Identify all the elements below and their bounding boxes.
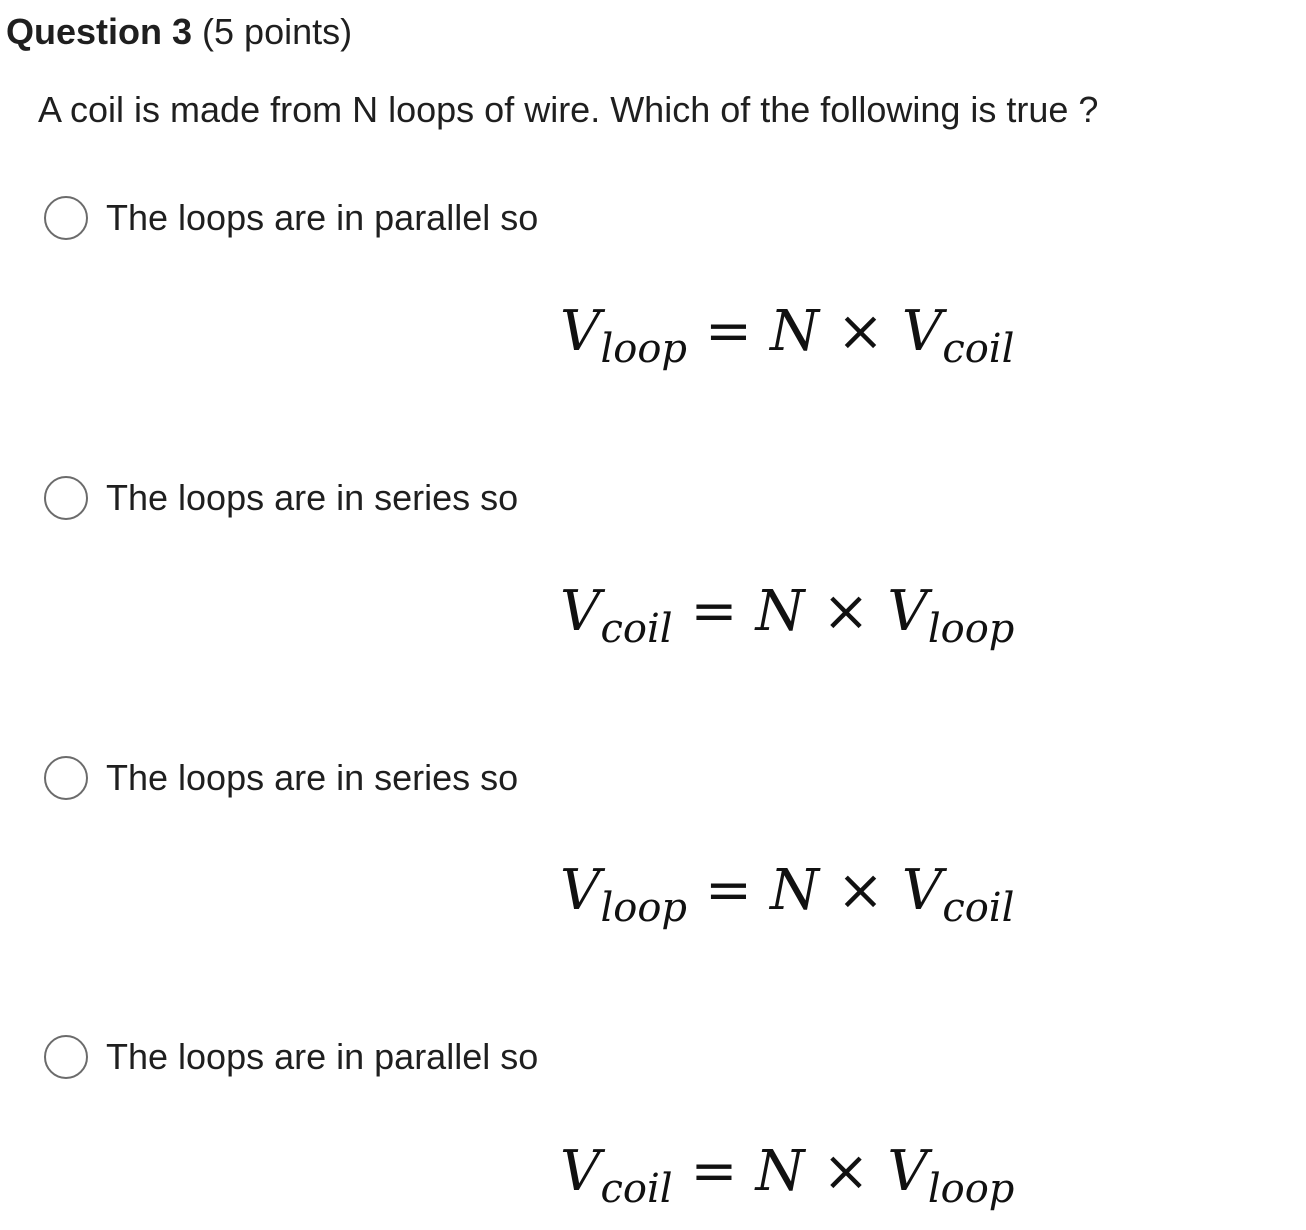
equation-lhs-subscript: coil <box>600 1166 673 1212</box>
radio-button[interactable] <box>44 1035 88 1079</box>
equation-rhs-subscript: loop <box>927 1166 1015 1212</box>
equation-n: N <box>769 858 819 923</box>
equation-lhs-subscript: loop <box>600 885 688 931</box>
equation-rhs-variable: V <box>901 299 943 364</box>
equation-n: N <box>769 299 819 364</box>
answer-option-equation <box>560 290 1040 370</box>
equation-times: × <box>822 1139 870 1204</box>
equation-rhs-variable: V <box>901 858 943 923</box>
equation-n: N <box>755 579 805 644</box>
question-prompt: A coil is made from N loops of wire. Which of the following is true ? <box>38 89 1099 130</box>
equation-n: N <box>755 1139 805 1204</box>
answer-option-label: The loops are in series so <box>106 757 519 798</box>
answer-option-4[interactable] <box>44 1033 538 1081</box>
radio-button[interactable] <box>44 756 88 800</box>
equation-rhs-subscript: loop <box>927 606 1015 652</box>
answer-option-equation <box>560 1130 1040 1210</box>
answer-option-equation <box>560 858 1040 931</box>
answer-option-equation <box>560 570 1040 650</box>
equation-rhs-variable: V <box>887 579 928 644</box>
equation-rhs-subscript: coil <box>942 326 1015 372</box>
answer-option-1[interactable] <box>44 194 538 242</box>
question-header <box>6 8 352 56</box>
equation-rhs-variable: V <box>887 1139 928 1204</box>
equation-lhs-variable: V <box>560 858 601 923</box>
equation-lhs-variable: V <box>560 299 601 364</box>
equation-lhs-variable: V <box>560 1139 601 1204</box>
question-points: (5 points) <box>192 11 353 52</box>
equation-lhs-subscript: coil <box>600 606 673 652</box>
equation-times: × <box>822 579 870 644</box>
equation-times: × <box>836 858 884 923</box>
equation-lhs-variable: V <box>560 579 601 644</box>
equation-rhs-subscript: coil <box>942 885 1015 931</box>
equation-equals: = <box>690 579 738 644</box>
question-title: Question 3 <box>6 11 193 52</box>
answer-option-2[interactable] <box>44 474 518 522</box>
answer-option-label: The loops are in parallel so <box>106 197 539 238</box>
answer-option-3[interactable] <box>44 754 518 802</box>
answer-option-label: The loops are in series so <box>106 477 519 518</box>
equation-equals: = <box>690 1139 738 1204</box>
equation-equals: = <box>705 858 752 923</box>
radio-button[interactable] <box>44 476 88 520</box>
equation-times: × <box>836 299 884 364</box>
radio-button[interactable] <box>44 196 88 240</box>
equation-equals: = <box>705 299 752 364</box>
equation-lhs-subscript: loop <box>600 326 688 372</box>
answer-option-label: The loops are in parallel so <box>106 1036 539 1077</box>
